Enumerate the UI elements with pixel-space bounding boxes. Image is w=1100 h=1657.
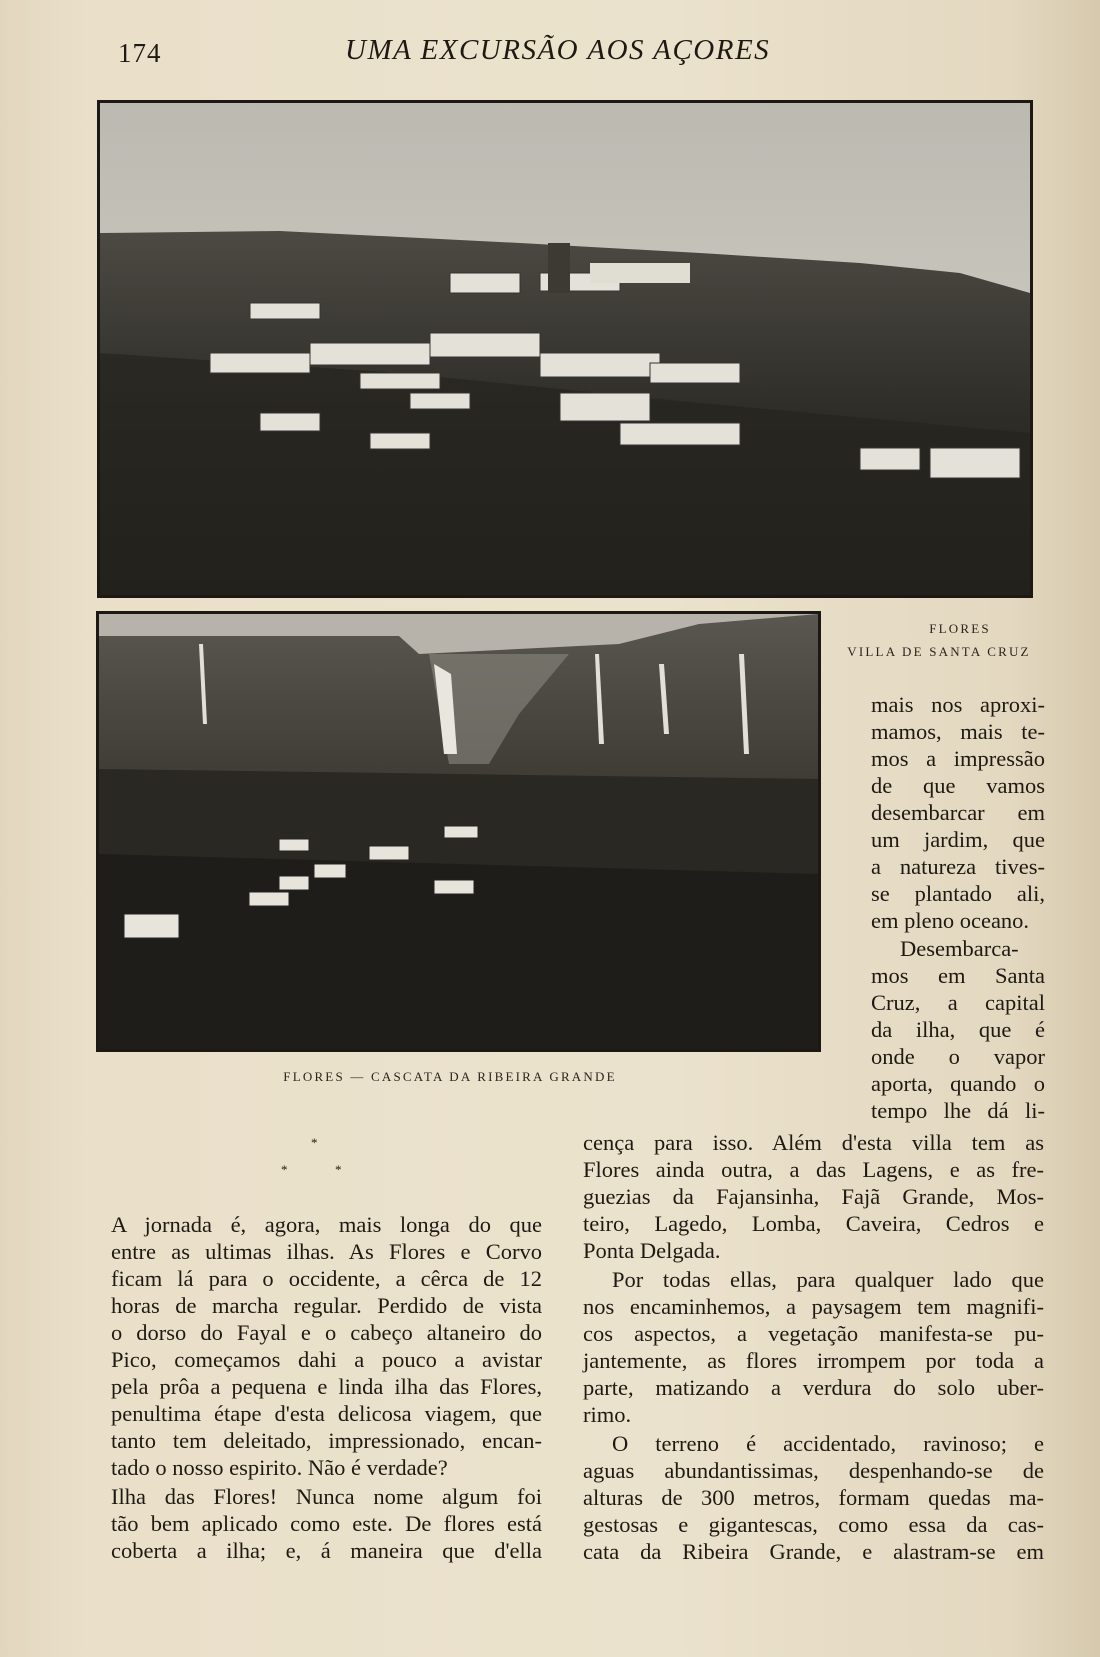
text-line: tão bem aplicado como este. De flores está xyxy=(111,1511,542,1536)
text-line: penultima étape d'esta delicosa viagem, que xyxy=(111,1401,542,1426)
text-line: Desembarca- xyxy=(900,936,1019,961)
text-line: cença para isso. Além d'esta villa tem as xyxy=(583,1130,1044,1155)
text-line: um jardim, que xyxy=(871,827,1045,852)
section-separator-star: * xyxy=(311,1135,318,1150)
top-photo-caption-place: FLORES xyxy=(929,621,991,636)
text-line: Pico, começamos dahi a pouco a avistar xyxy=(111,1347,542,1372)
text-line: coberta a ilha; e, á maneira que d'ella xyxy=(111,1538,542,1563)
text-line: cata da Ribeira Grande, e alastram-se em xyxy=(583,1539,1044,1564)
text-line: o dorso do Fayal e o cabeço altaneiro do xyxy=(111,1320,542,1345)
text-line: mamos, mais te- xyxy=(871,719,1045,744)
text-line: rimo. xyxy=(583,1402,632,1427)
photo-santa-cruz xyxy=(97,100,1033,598)
text-line: se plantado ali, xyxy=(871,881,1045,906)
bottom-photo-caption: FLORES — CASCATA DA RIBEIRA GRANDE xyxy=(283,1069,617,1084)
text-line: cos aspectos, a vegetação manifesta-se pu- xyxy=(583,1321,1044,1346)
text-line: desembarcar em xyxy=(871,800,1045,825)
text-line: da ilha, que é xyxy=(871,1017,1045,1042)
text-line: Ponta Delgada. xyxy=(583,1238,721,1263)
text-line: guezias da Fajansinha, Fajã Grande, Mos- xyxy=(583,1184,1044,1209)
text-line: aporta, quando o xyxy=(871,1071,1045,1096)
page-number: 174 xyxy=(118,38,162,68)
text-line: tado o nosso espirito. Não é verdade? xyxy=(111,1455,448,1480)
text-line: pela prôa a pequena e linda ilha das Flores, xyxy=(111,1374,542,1399)
text-line: Ilha das Flores! Nunca nome algum foi xyxy=(111,1484,542,1509)
text-line: nos encaminhemos, a paysagem tem magnifi- xyxy=(583,1294,1044,1319)
text-line: entre as ultimas ilhas. As Flores e Corvo xyxy=(111,1239,542,1264)
text-line: mos a impressão xyxy=(871,746,1045,771)
text-line: Cruz, a capital xyxy=(871,990,1045,1015)
text-line: mos em Santa xyxy=(871,963,1045,988)
text-line: horas de marcha regular. Perdido de vista xyxy=(111,1293,542,1318)
text-line: mais nos aproxi- xyxy=(871,692,1045,717)
text-line: de que vamos xyxy=(871,773,1045,798)
section-separator-star: * xyxy=(281,1162,288,1177)
text-line: em pleno oceano. xyxy=(871,908,1030,933)
text-line: onde o vapor xyxy=(871,1044,1045,1069)
text-line: Flores ainda outra, a das Lagens, e as fre- xyxy=(583,1157,1044,1182)
text-line: tempo lhe dá li- xyxy=(871,1098,1045,1123)
text-line: A jornada é, agora, mais longa do que xyxy=(111,1212,542,1237)
text-line: a natureza tives- xyxy=(871,854,1045,879)
text-line: ficam lá para o occidente, a cêrca de 12 xyxy=(111,1266,542,1291)
text-line: aguas abundantissimas, despenhando-se de xyxy=(583,1458,1044,1483)
section-separator-star: * xyxy=(335,1162,342,1177)
text-line: tanto tem deleitado, impressionado, encan- xyxy=(111,1428,542,1453)
text-line: gestosas e gigantescas, como essa da cas- xyxy=(583,1512,1044,1537)
text-line: Por todas ellas, para qualquer lado que xyxy=(612,1267,1044,1292)
text-line: teiro, Lagedo, Lomba, Caveira, Cedros e xyxy=(583,1211,1044,1236)
text-line: alturas de 300 metros, formam quedas ma- xyxy=(583,1485,1044,1510)
running-title: UMA EXCURSÃO AOS AÇORES xyxy=(345,34,771,66)
text-line: O terreno é accidentado, ravinoso; e xyxy=(612,1431,1044,1456)
text-line: jantemente, as flores irrompem por toda a xyxy=(583,1348,1044,1373)
text-line: parte, matizando a verdura do solo uber- xyxy=(583,1375,1044,1400)
photo-cascata-ribeira-grande xyxy=(96,611,821,1052)
top-photo-caption-title: VILLA DE SANTA CRUZ xyxy=(847,644,1031,659)
